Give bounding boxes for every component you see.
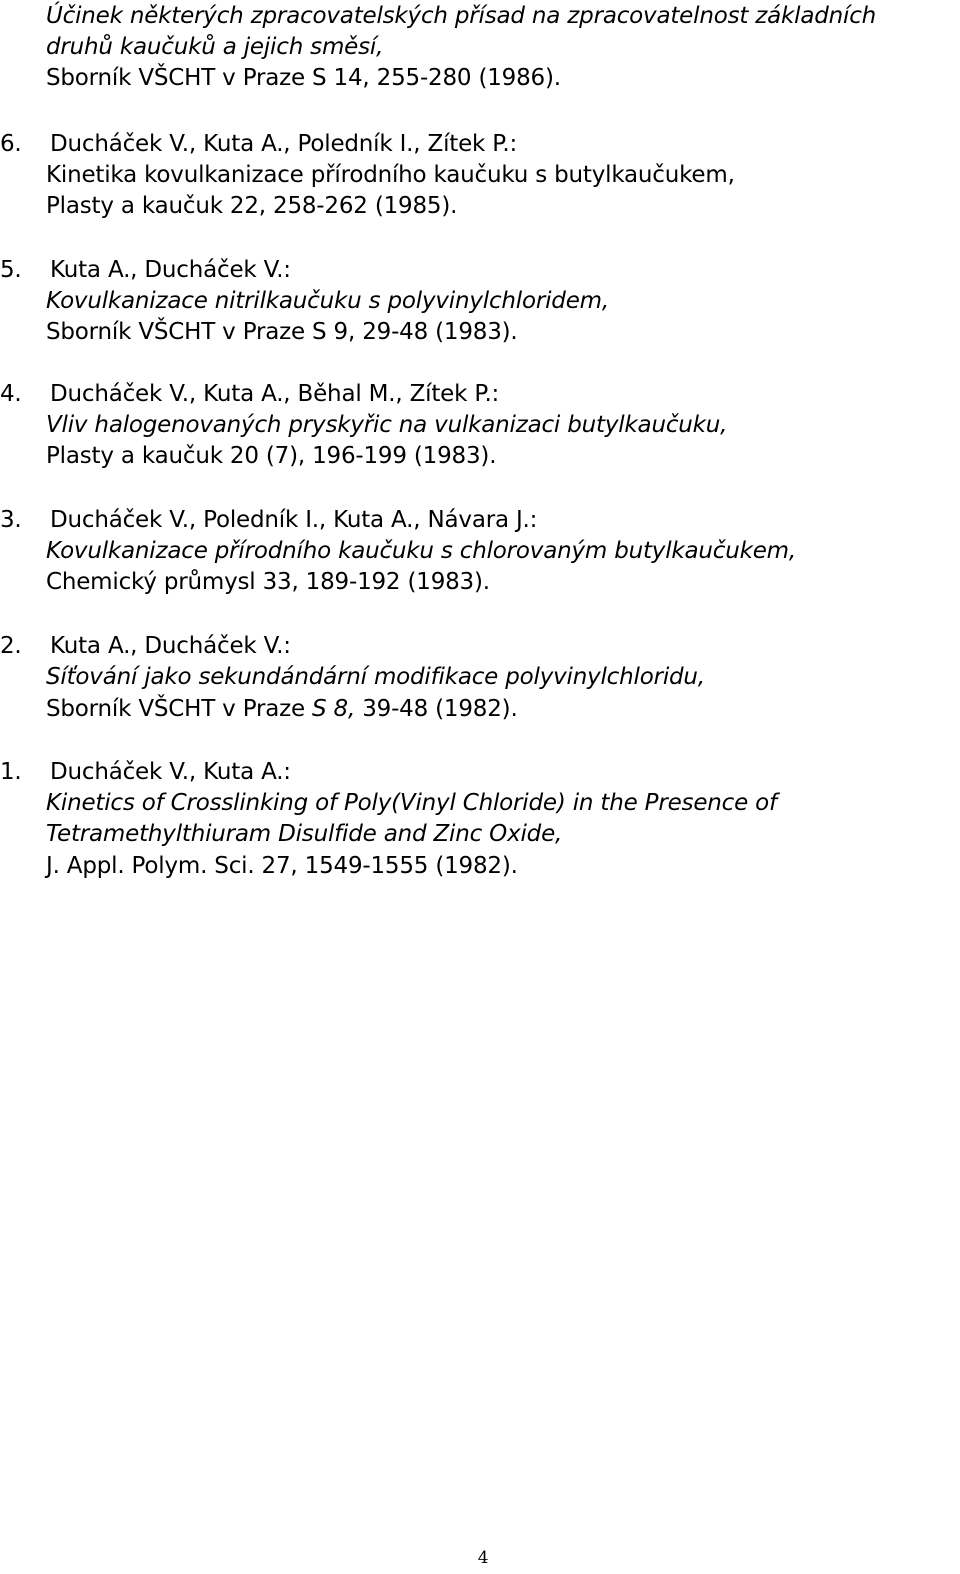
reference-source: J. Appl. Polym. Sci. 27, 1549-1555 (1982).: [46, 853, 518, 879]
reference-title: Kovulkanizace přírodního kaučuku s chlorovaným butylkaučukem,: [46, 538, 797, 564]
reference-title: Kovulkanizace nitrilkaučuku s polyvinylchloridem,: [46, 288, 609, 314]
reference-authors: Ducháček V., Kuta A., Poledník I., Zítek P.:: [50, 131, 518, 157]
reference-source: Sborník VŠCHT v Praze S 9, 29-48 (1983).: [46, 319, 518, 345]
reference-source: [46, 694, 518, 724]
reference-source-series: S 8,: [312, 696, 356, 722]
reference-source-prefix: Sborník VŠCHT v Praze: [46, 696, 313, 722]
fragment-title-line2: druhů kaučuků a jejich směsí,: [46, 34, 384, 60]
reference-source: Plasty a kaučuk 20 (7), 196-199 (1983).: [46, 443, 497, 469]
fragment-source: Sborník VŠCHT v Praze S 14, 255-280 (1986).: [46, 65, 561, 91]
reference-source-suffix: 39-48 (1982).: [355, 696, 518, 722]
reference-title-line2: Tetramethylthiuram Disulfide and Zinc Oxide,: [46, 821, 563, 847]
reference-authors: Kuta A., Ducháček V.:: [50, 257, 291, 283]
reference-number: 6.: [0, 131, 22, 157]
reference-number: 3.: [0, 507, 22, 533]
reference-source: Chemický průmysl 33, 189-192 (1983).: [46, 569, 490, 595]
reference-authors: Ducháček V., Poledník I., Kuta A., Návara J.:: [50, 507, 538, 533]
reference-title: Kinetika kovulkanizace přírodního kaučuku s butylkaučukem,: [46, 162, 735, 188]
reference-title-line1: Kinetics of Crosslinking of Poly(Vinyl Chloride) in the Presence of: [46, 790, 777, 816]
reference-number: 1.: [0, 759, 22, 785]
fragment-title-line1: Účinek některých zpracovatelských přísad na zpracovatelnost základních: [46, 3, 877, 29]
reference-number: 5.: [0, 257, 22, 283]
reference-title: Vliv halogenovaných pryskyřic na vulkanizaci butylkaučuku,: [46, 412, 728, 438]
reference-title: Síťování jako sekundándární modifikace polyvinylchloridu,: [46, 664, 705, 690]
reference-authors: Ducháček V., Kuta A., Běhal M., Zítek P.:: [50, 381, 500, 407]
reference-number: 2.: [0, 633, 22, 659]
reference-authors: Kuta A., Ducháček V.:: [50, 633, 291, 659]
reference-number: 4.: [0, 381, 22, 407]
reference-source: Plasty a kaučuk 22, 258-262 (1985).: [46, 193, 458, 219]
reference-authors: Ducháček V., Kuta A.:: [50, 759, 291, 785]
page-number: 4: [477, 1548, 489, 1568]
